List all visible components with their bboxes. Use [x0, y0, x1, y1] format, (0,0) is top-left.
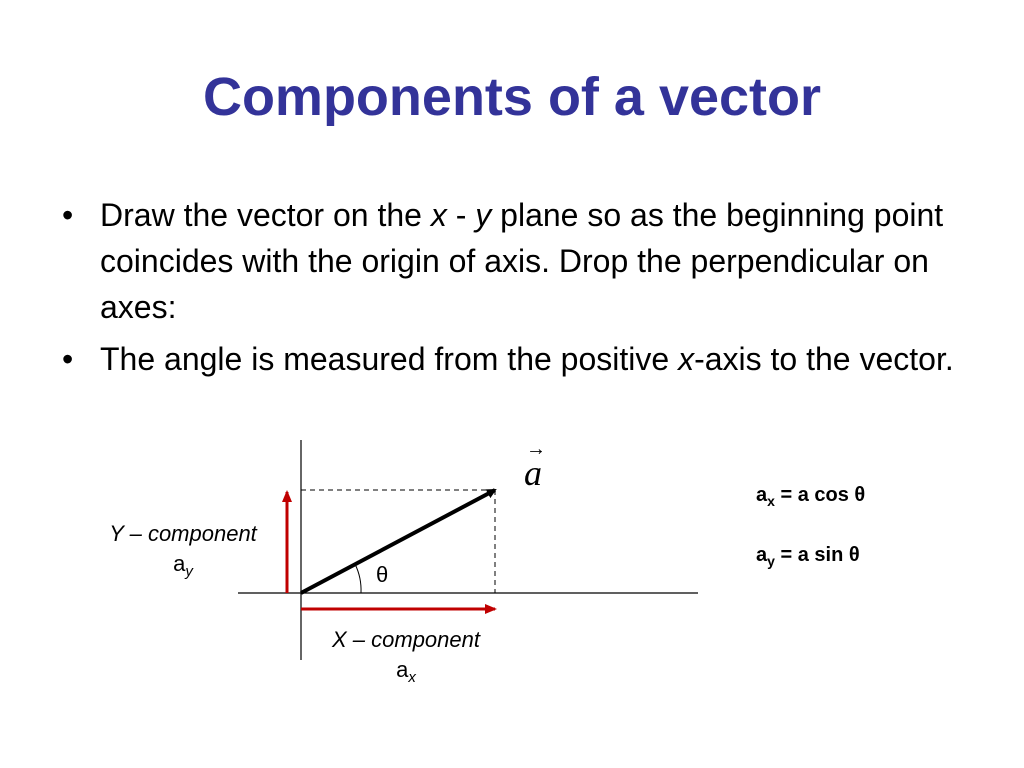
y-component-subscript: y: [185, 563, 193, 580]
equation-ax-sub: x: [767, 493, 775, 509]
y-component-label: [88, 519, 278, 579]
vector-a-label: [524, 438, 546, 494]
vector-arrow: [301, 490, 495, 593]
bullet-italic-run: x: [430, 197, 447, 233]
angle-arc: [355, 564, 361, 593]
equation-ay: [756, 544, 860, 567]
x-component-name: X – component: [332, 627, 480, 652]
bullet-text-run: -axis to the vector.: [694, 341, 954, 377]
x-component-symbol: a: [396, 657, 409, 682]
bullet-dot-icon: •: [62, 197, 74, 233]
vector-arrow-icon: →: [526, 438, 546, 460]
x-component-label: [306, 625, 506, 685]
slide-title: Components of a vector: [202, 67, 822, 127]
equation-ax-lhs: a: [756, 484, 768, 506]
bullet-text-run: plane so as the beginning point coincides with the origin of axis. Drop the perpendicular on axes:: [100, 197, 944, 325]
bullet-italic-run: x: [678, 341, 695, 377]
bullet-text-run: The angle is measured from the positive: [100, 341, 679, 377]
equation-ay-lhs: a: [756, 544, 768, 566]
bullet-dot-icon: •: [62, 341, 74, 377]
y-component-name: Y – component: [109, 521, 257, 546]
vector-symbol: a: [524, 453, 542, 493]
equation-ay-sub: y: [767, 553, 775, 569]
bullet-italic-run: y: [475, 197, 492, 233]
y-component-symbol: a: [173, 551, 186, 576]
equation-ay-rhs: = a sin θ: [774, 544, 860, 566]
bullet-text-run: Draw the vector on the: [100, 197, 431, 233]
bullet-text-run: -: [446, 197, 476, 233]
angle-label: θ: [376, 562, 389, 587]
equation-ax: [756, 484, 865, 507]
equation-ax-rhs: = a cos θ: [774, 484, 866, 506]
x-component-subscript: x: [408, 669, 416, 686]
